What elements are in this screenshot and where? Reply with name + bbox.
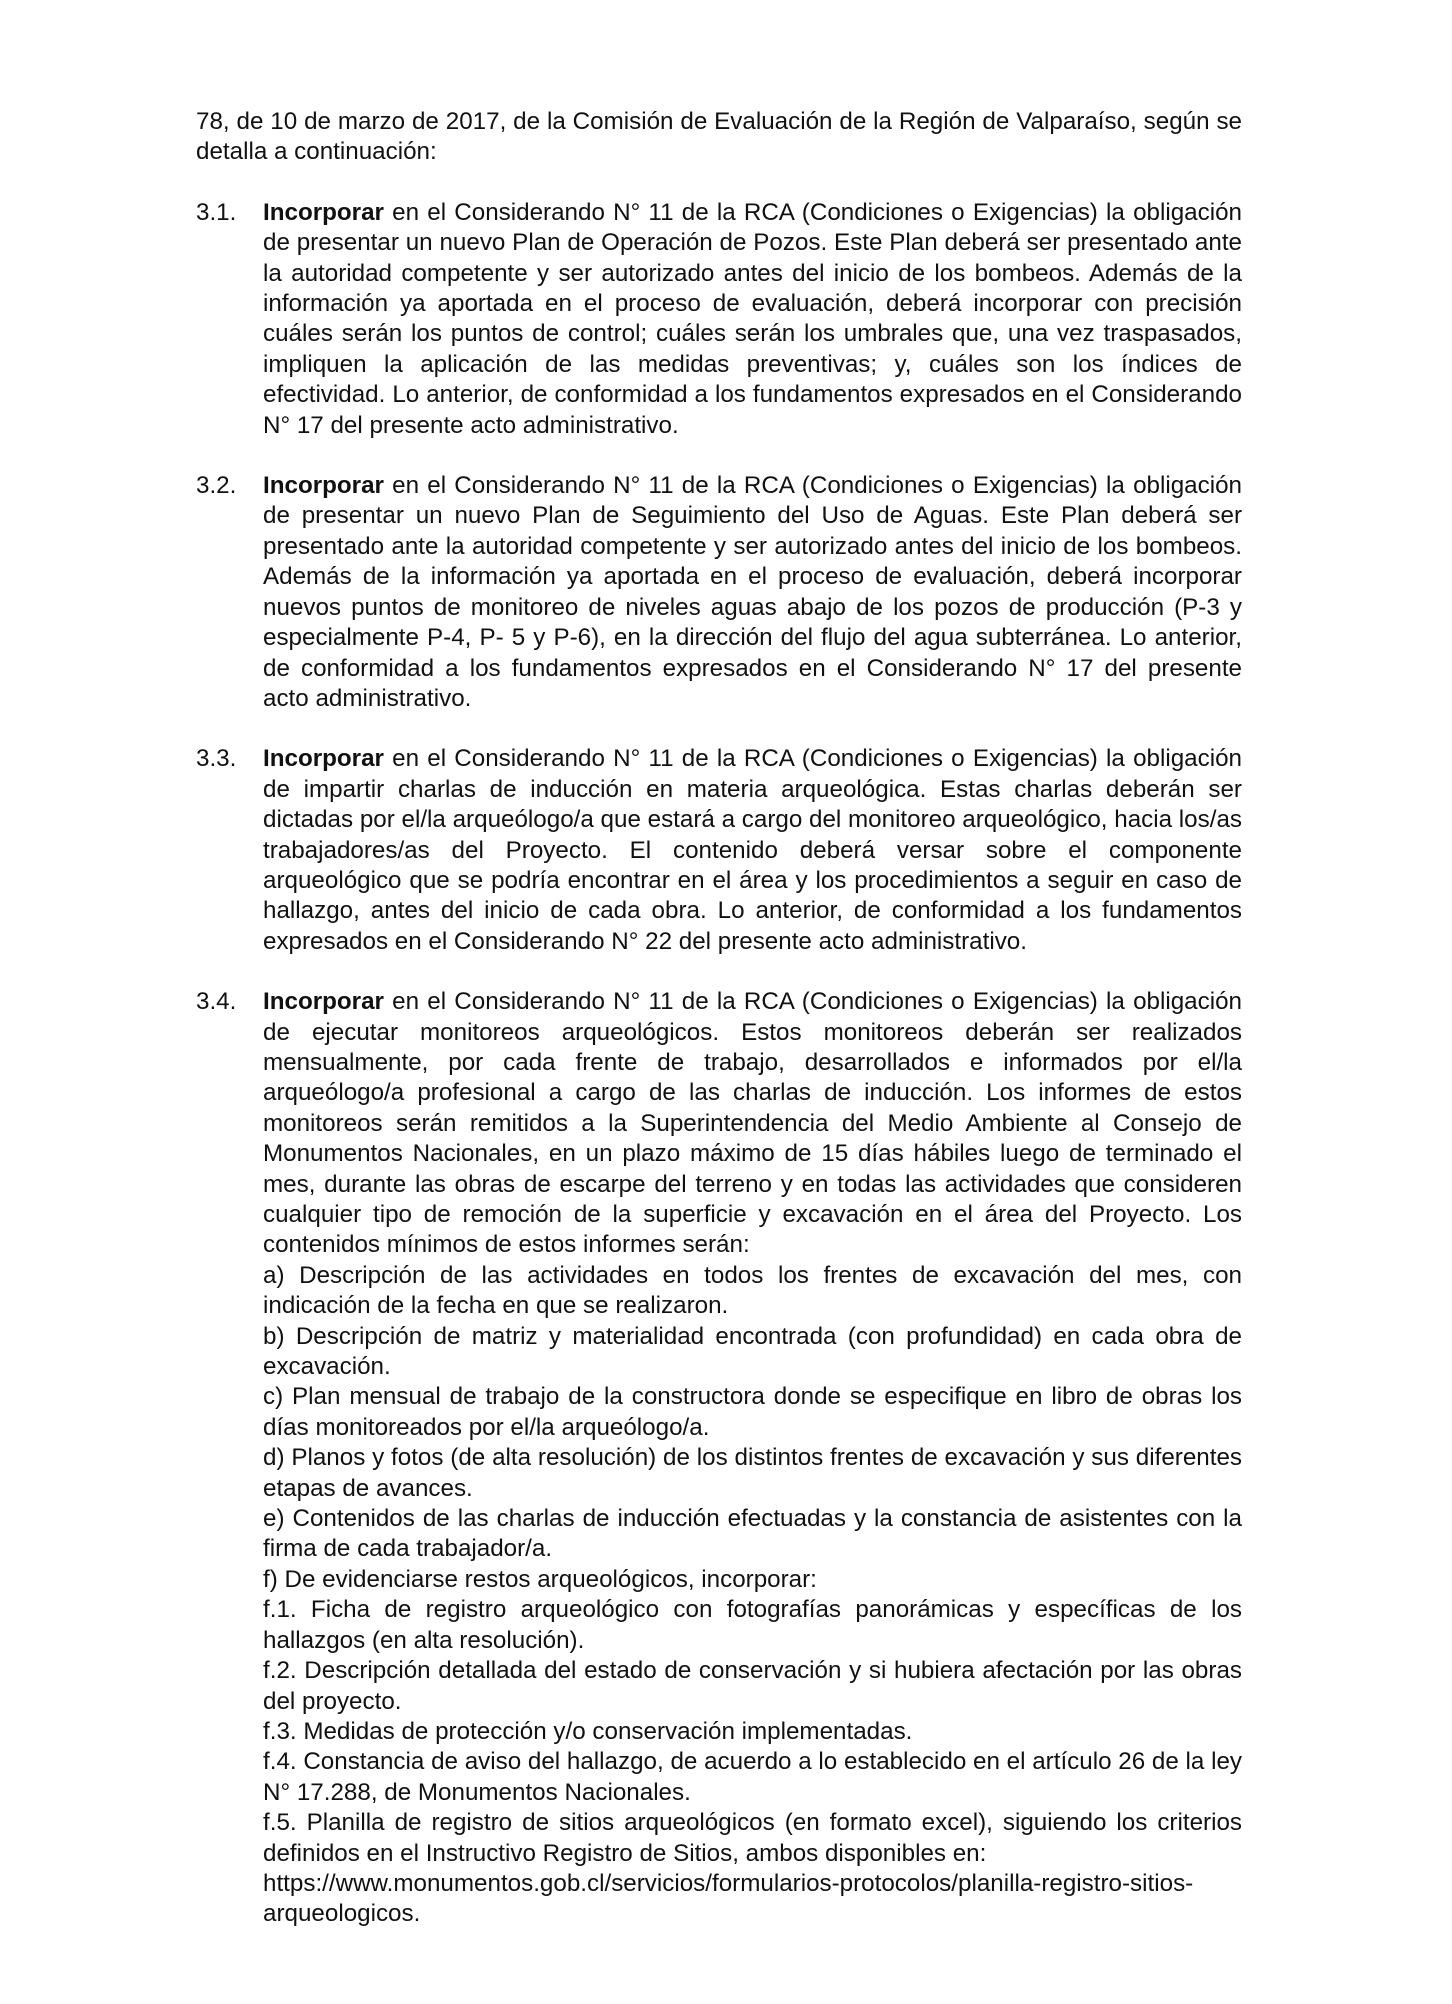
- item-paragraph: [263, 987, 1242, 1261]
- subitem-a: a) Descripción de las actividades en todos los frentes de excavación del mes, con indicación de la fecha en que se realizaron.: [263, 1261, 1242, 1320]
- subitem-d: d) Planos y fotos (de alta resolución) de los distintos frentes de excavación y sus diferentes etapas de avances.: [263, 1444, 1242, 1502]
- subitem-f2: f.2. Descripción detallada del estado de conservación y si hubiera afectación por las obras del proyecto.: [263, 1657, 1242, 1715]
- item-number: 3.2.: [196, 472, 237, 500]
- item-text: en el Considerando N° 11 de la RCA (Condiciones o Exigencias) la obligación de presentar un nuevo Plan de Operación de Pozos. Este Plan deberá ser presentado ante la autoridad competente y ser autorizado antes del inicio de los bombeos. Además de la información ya aportada en el proceso de evaluación, deberá incorporar con precisión cuáles serán los puntos de control; cuáles serán los umbrales que, una vez traspasados, impliquen la aplicación de las medidas preventivas; y, cuáles son los índices de efectividad. Lo anterior, de conformidad a los fundamentos expresados en el Considerando N° 17 del presente acto administrativo.: [263, 198, 1242, 439]
- list-item-3-2: [196, 471, 1242, 714]
- item-number: 3.1.: [196, 198, 237, 226]
- item-number: 3.4.: [196, 988, 237, 1016]
- item-content: [263, 198, 1242, 441]
- item-content: [263, 987, 1242, 1930]
- subitem-f1: f.1. Ficha de registro arqueológico con fotografías panorámicas y específicas de los hallazgos (en alta resolución).: [263, 1596, 1242, 1654]
- subitem-f4: f.4. Constancia de aviso del hallazgo, de acuerdo a lo establecido en el artículo 26 de la ley N° 17.288, de Monumentos Nacionales.: [263, 1748, 1242, 1806]
- item-paragraph: [263, 744, 1242, 957]
- item-content: [263, 744, 1242, 957]
- list-item-3-1: [196, 198, 1242, 441]
- intro-paragraph: 78, de 10 de marzo de 2017, de la Comisión de Evaluación de la Región de Valparaíso, según se detalla a continuación:: [196, 108, 1242, 166]
- subitem-f5: f.5. Planilla de registro de sitios arqueológicos (en formato excel), siguiendo los criterios definidos en el Instructivo Registro de Sitios, ambos disponibles en:: [263, 1809, 1242, 1867]
- list-item-3-3: [196, 744, 1242, 957]
- item-keyword: Incorporar: [263, 988, 384, 1016]
- subitem-f: f) De evidenciarse restos arqueológicos, incorporar:: [263, 1565, 817, 1593]
- subitem-f3: f.3. Medidas de protección y/o conservación implementadas.: [263, 1717, 913, 1745]
- item-text: en el Considerando N° 11 de la RCA (Condiciones o Exigencias) la obligación de presentar un nuevo Plan de Seguimiento del Uso de Aguas. Este Plan deberá ser presentado ante la autoridad competente y ser autorizado antes del inicio de los bombeos. Además de la información ya aportada en el proceso de evaluación, deberá incorporar nuevos puntos de monitoreo de niveles aguas abajo de los pozos de producción (P-3 y especialmente P-4, P- 5 y P-6), en la dirección del flujo del agua subterránea. Lo anterior, de conformidad a los fundamentos expresados en el Considerando N° 17 del presente acto administrativo.: [263, 472, 1242, 712]
- item-text: en el Considerando N° 11 de la RCA (Condiciones o Exigencias) la obligación de ejecutar monitoreos arqueológicos. Estos monitoreos deberán ser realizados mensualmente, por cada frente de trabajo, desarrollados e informados por el/la arqueólogo/a profesional a cargo de las charlas de inducción. Los informes de estos monitoreos serán remitidos a la Superintendencia del Medio Ambiente al Consejo de Monumentos Nacionales, en un plazo máximo de 15 días hábiles luego de terminado el mes, durante las obras de escarpe del terreno y en todas las actividades que consideren cualquier tipo de remoción de la superficie y excavación en el área del Proyecto. Los contenidos mínimos de estos informes serán:: [263, 988, 1242, 1259]
- item-paragraph: [263, 471, 1242, 714]
- item-keyword: Incorporar: [263, 198, 384, 226]
- item-keyword: Incorporar: [263, 472, 384, 500]
- subitem-b: b) Descripción de matriz y materialidad encontrada (con profundidad) en cada obra de excavación.: [263, 1322, 1242, 1381]
- subitem-e: e) Contenidos de las charlas de inducción efectuadas y la constancia de asistentes con la firma de cada trabajador/a.: [263, 1505, 1242, 1563]
- subitem-c: c) Plan mensual de trabajo de la constructora donde se especifique en libro de obras los días monitoreados por el/la arqueólogo/a.: [263, 1383, 1242, 1441]
- registry-link[interactable]: https://www.monumentos.gob.cl/servicios/formularios-protocolos/planilla-registro-sitios-arqueologicos.: [263, 1869, 1194, 1928]
- list-item-3-4: [196, 987, 1242, 1930]
- item-content: [263, 471, 1242, 714]
- item-text: en el Considerando N° 11 de la RCA (Condiciones o Exigencias) la obligación de impartir charlas de inducción en materia arqueológica. Estas charlas deberán ser dictadas por el/la arqueólogo/a que estará a cargo del monitoreo arqueológico, hacia los/as trabajadores/as del Proyecto. El contenido deberá versar sobre el componente arqueológico que se podría encontrar en el área y los procedimientos a seguir en caso de hallazgo, antes del inicio de cada obra. Lo anterior, de conformidad a los fundamentos expresados en el Considerando N° 22 del presente acto administrativo.: [263, 745, 1242, 955]
- document-page: [196, 107, 1242, 1960]
- item-paragraph: [263, 198, 1242, 441]
- item-keyword: Incorporar: [263, 745, 384, 773]
- item-number: 3.3.: [196, 745, 237, 773]
